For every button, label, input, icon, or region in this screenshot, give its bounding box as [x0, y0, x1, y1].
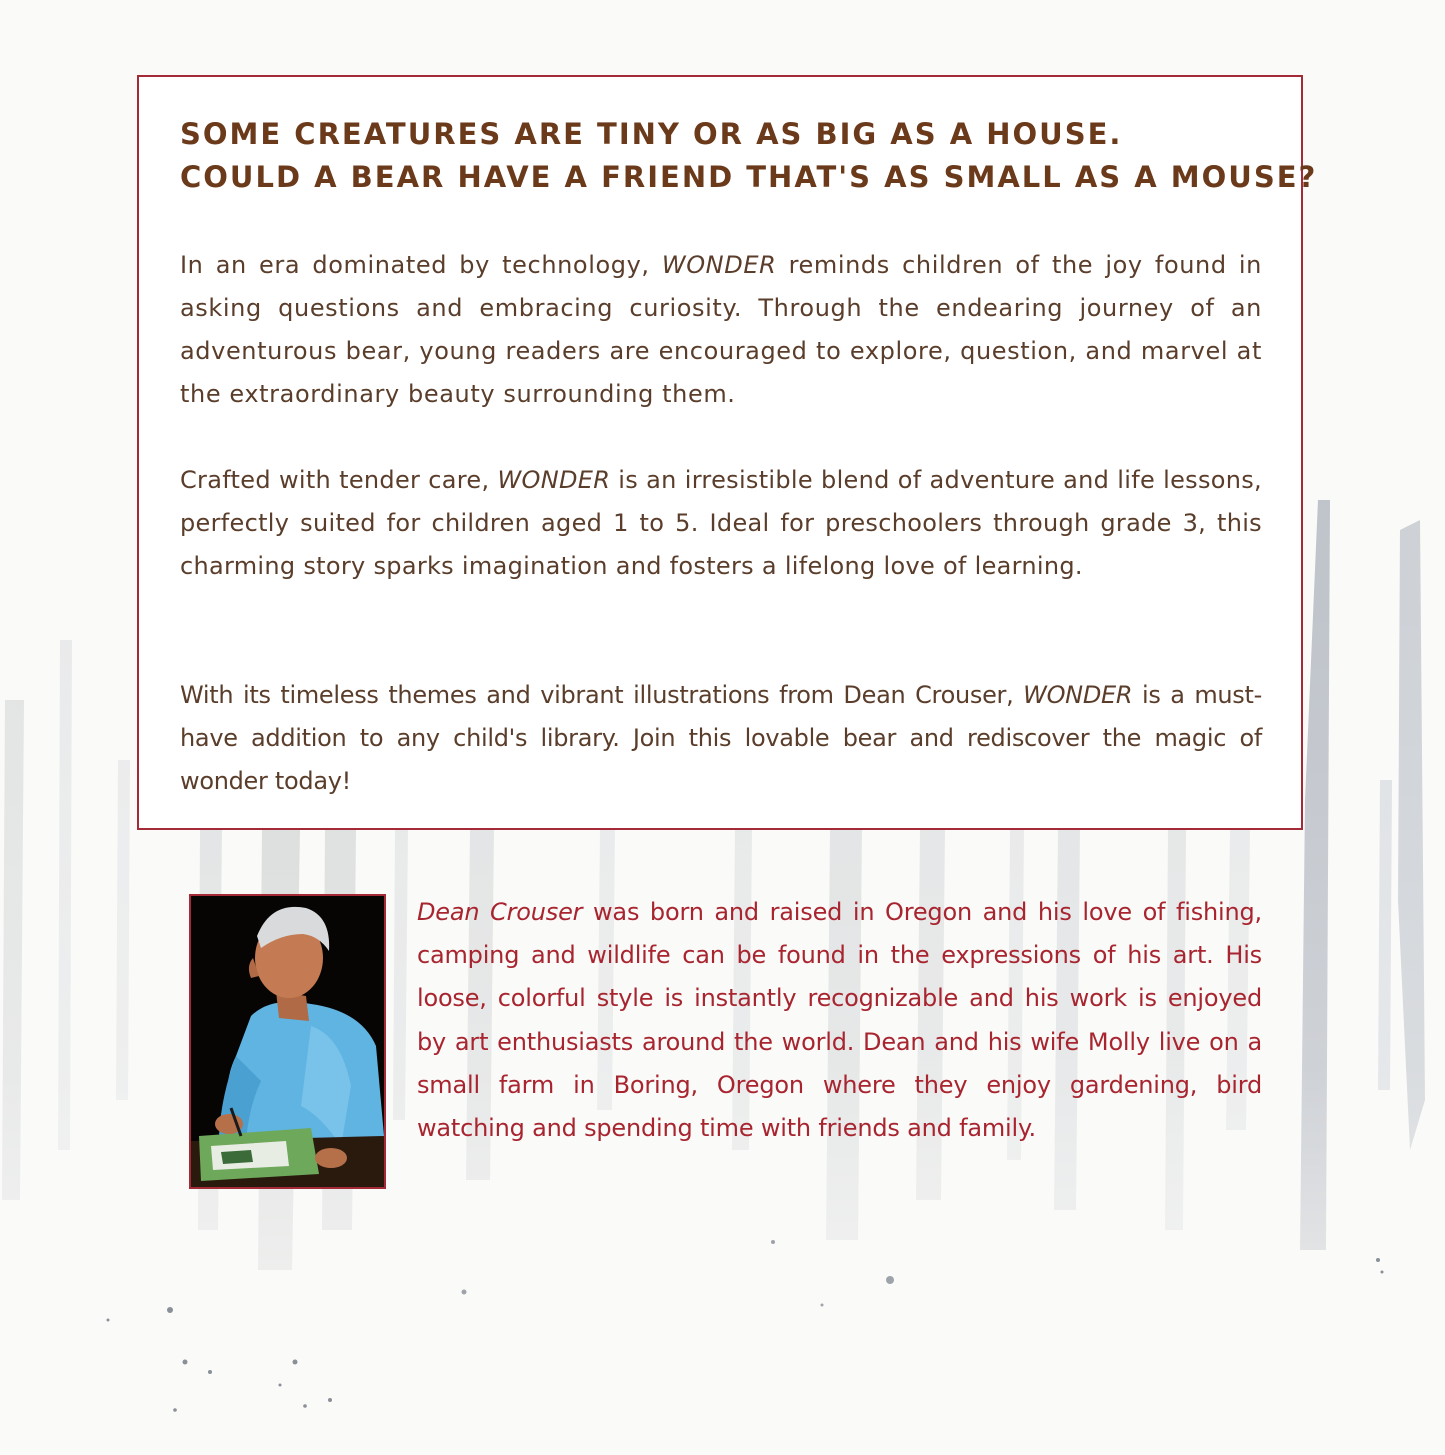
book-tagline: [180, 113, 1318, 199]
book-title: WONDER: [497, 466, 611, 494]
tagline-line-2: COULD A BEAR HAVE A FRIEND THAT'S AS SMALL AS A MOUSE?: [180, 160, 1318, 194]
description-paragraph-2: Crafted with tender care, WONDER is an irresistible blend of adventure and life lessons, perfectly suited for children aged 1 to 5. Ideal for preschoolers through grade 3, this charming story sparks imagination and fosters a lifelong love of learning.: [180, 466, 1262, 580]
author-photo: [189, 894, 386, 1189]
tagline-line-1: SOME CREATURES ARE TINY OR AS BIG AS A HOUSE.: [180, 117, 1123, 151]
author-bio-text: was born and raised in Oregon and his love of fishing, camping and wildlife can be found in the expressions of his art. His loose, colorful style is instantly recognizable and his work is enjoyed by art enthusiasts around the world. Dean and his wife Molly live on a small farm in Boring, Oregon where they enjoy gardening, bird watching and spending time with friends and family.: [417, 898, 1262, 1143]
book-title: WONDER: [661, 251, 777, 279]
description-paragraph-3: With its timeless themes and vibrant illustrations from Dean Crouser, WONDER is a must-have addition to any child's library. Join this lovable bear and rediscover the magic of wonder today!: [180, 681, 1262, 795]
author-bio: [417, 891, 1262, 1150]
description-paragraph-1: In an era dominated by technology, WONDER reminds children of the joy found in asking questions and embracing curiosity. Through the endearing journey of an adventurous bear, young readers are encouraged to explore, question, and marvel at the extraordinary beauty surrounding them.: [180, 251, 1262, 408]
author-name: Dean Crouser: [417, 898, 583, 926]
book-title: WONDER: [1023, 681, 1133, 709]
